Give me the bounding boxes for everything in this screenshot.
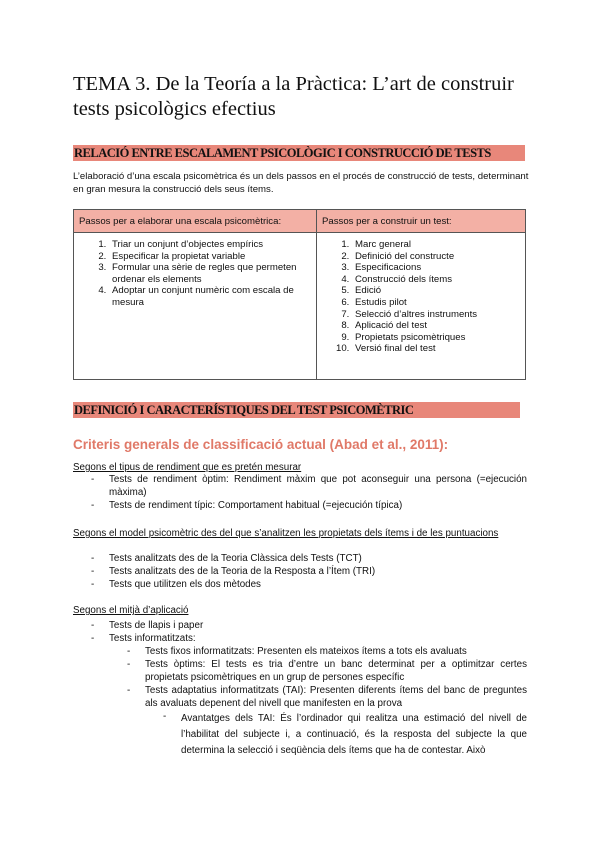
group-title-performance: Segons el tipus de rendiment que es pretén mesurar (73, 462, 302, 473)
list-item: 10. Versió final del test (352, 343, 520, 355)
scale-steps-list (79, 239, 311, 309)
group-title-application-medium: Segons el mitjà d’aplicació (73, 605, 189, 616)
list-item: 5. Edició (352, 285, 520, 297)
list-item: 3. Formular una sèrie de regles que permeten ordenar els elements (109, 262, 311, 285)
list-item: 7. Selecció d’altres instruments (352, 309, 520, 321)
list-item: 2. Definició del constructe (352, 251, 520, 263)
list-item: Tests analitzats des de la Teoria Clàssica dels Tests (TCT) (109, 553, 362, 564)
list-item: Tests que utilitzen els dos mètodes (109, 579, 261, 590)
list-item: 1. Marc general (352, 239, 520, 251)
section-heading-definition: DEFINICIÓ I CARACTERÍSTIQUES DEL TEST PSICOMÈTRIC (73, 402, 520, 418)
list-item: Tests de rendiment òptim: Rendiment màxim que pot aconseguir una persona (=ejecución màxima) (109, 474, 527, 498)
intro-paragraph: L’elaboració d’una escala psicomètrica és un dels passos en el procés de construcció de tests, determinant en gran mesura la construcció dels seus ítems. (73, 171, 529, 195)
bullet-dash: - (91, 620, 95, 631)
list-item: 2. Especificar la propietat variable (109, 251, 311, 263)
list-item: 9. Propietats psicomètriques (352, 332, 520, 344)
test-steps-cell (317, 233, 526, 380)
bullet-dash: - (91, 579, 95, 590)
bullet-dash: - (91, 500, 95, 511)
bullet-dash: - (91, 566, 95, 577)
bullet-dash: - (91, 553, 95, 564)
group-title-psychometric-model: Segons el model psicomètric des del que s’analitzen les propietats dels ítems i de les puntuacions (73, 528, 499, 539)
list-item: 8. Aplicació del test (352, 320, 520, 332)
steps-table (73, 209, 526, 380)
list-item: Tests fixos informatitzats: Presenten els mateixos ítems a tots els avaluats (145, 646, 467, 657)
bullet-dash: - (91, 474, 95, 485)
bullet-dash: - (127, 659, 131, 670)
bullet-dash: - (163, 711, 167, 722)
list-item: Avantatges dels TAI: És l’ordinador qui realitza una estimació del nivell de l’habilitat del subjecte i, a continuació, és la resposta del subjecte la que determina la selecció i seqüència dels ítems que ha de contestar. Això (181, 713, 527, 756)
list-item: 3. Especificacions (352, 262, 520, 274)
page-title: TEMA 3. De la Teoría a la Pràctica: L’art de construir tests psicològics efectius (73, 73, 514, 120)
table-header-test: Passos per a construir un test: (317, 210, 526, 233)
bullet-dash: - (127, 685, 131, 696)
list-item: 4. Construcció dels ítems (352, 274, 520, 286)
list-item: Tests adaptatius informatitzats (TAI): Presenten diferents ítems del banc de preguntes als avaluats depenent del nivell que manifesten en la prova (145, 685, 527, 709)
table-header-scale: Passos per a elaborar una escala psicomètrica: (74, 210, 317, 233)
list-item: 4. Adoptar un conjunt numèric com escala de mesura (109, 285, 311, 308)
list-item: 1. Triar un conjunt d’objectes empírics (109, 239, 311, 251)
bullet-dash: - (127, 646, 131, 657)
scale-steps-cell (74, 233, 317, 380)
bullet-dash: - (91, 633, 95, 644)
list-item: Tests de llapis i paper (109, 620, 204, 631)
test-steps-list (322, 239, 520, 355)
list-item: Tests de rendiment típic: Comportament habitual (=ejecución típica) (109, 500, 403, 511)
classification-subheading: Criteris generals de classificació actual (Abad et al., 2011): (73, 437, 449, 452)
list-item: Tests analitzats des de la Teoria de la Resposta a l’Ítem (TRI) (109, 566, 376, 577)
list-item: Tests òptims: El tests es tria d’entre un banc determinat per a optimitzar certes propietats psicomètriques en un grup de persones específic (145, 659, 527, 683)
list-item: Tests informatitzats: (109, 633, 196, 644)
list-item: 6. Estudis pilot (352, 297, 520, 309)
section-heading-scaling: RELACIÓ ENTRE ESCALAMENT PSICOLÒGIC I CONSTRUCCIÓ DE TESTS (73, 145, 525, 161)
